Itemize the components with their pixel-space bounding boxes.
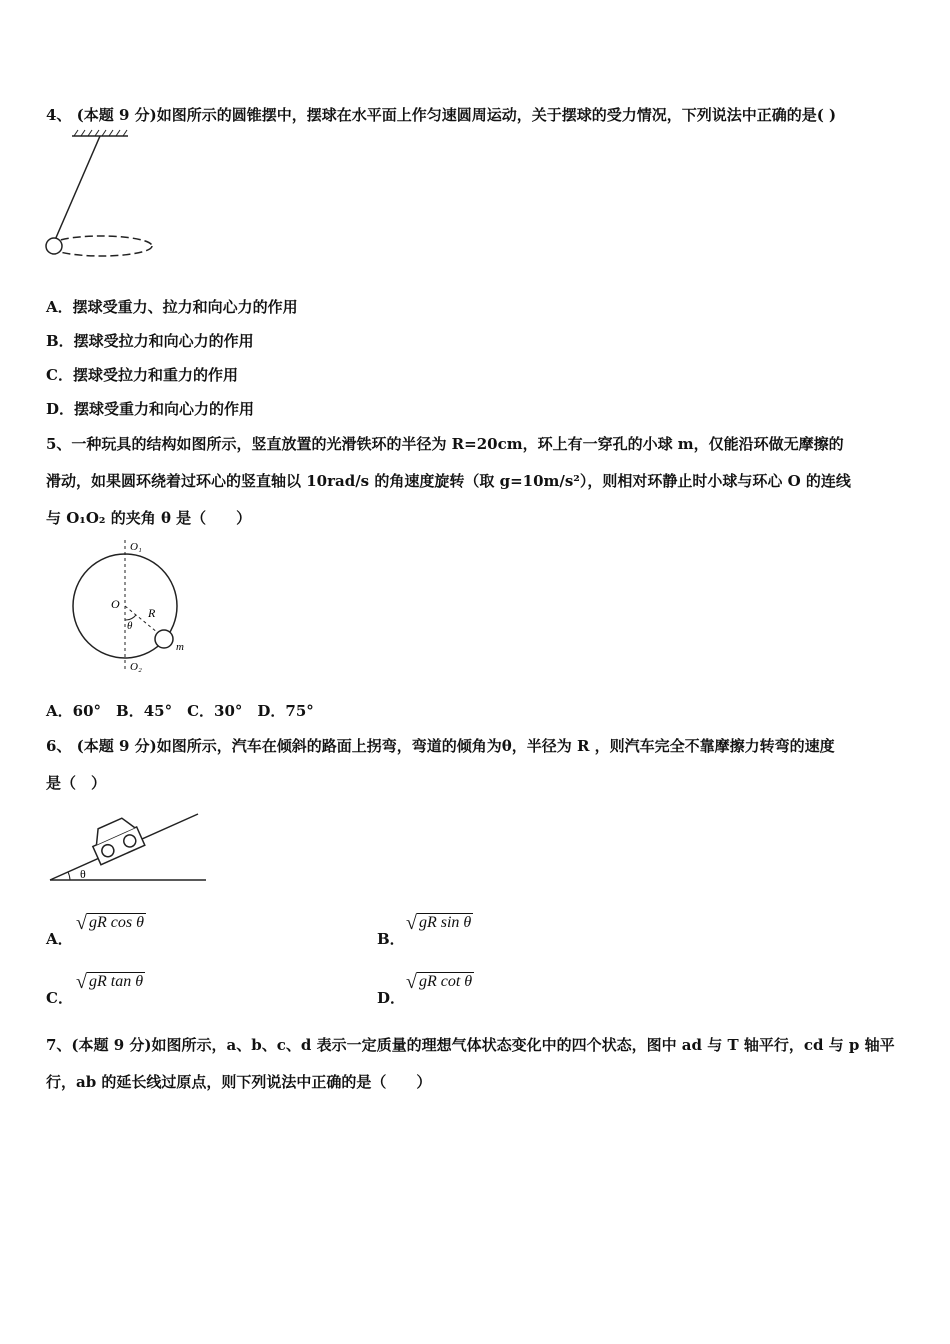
q4-option-b: B．摆球受拉力和向心力的作用 [46, 332, 254, 350]
q6-stem-line1: 6、 (本题 9 分)如图所示，汽车在倾斜的路面上拐弯，弯道的倾角为θ，半径为 R ，则汽车完全不靠摩擦力转弯的速度 [46, 737, 835, 755]
q6-option-c-radicand: gR tan θ [88, 973, 144, 990]
q5-stem-line2: 滑动，如果圆环绕着过环心的竖直轴以 10rad/s 的角速度旋转（取 g=10m/s²），则相对环静止时小球与环心 O 的连线 [46, 472, 851, 490]
q4-option-d: D．摆球受重力和向心力的作用 [46, 400, 255, 418]
q6-option-b-expr: √ gR sin θ [406, 912, 472, 934]
q6-stem-line2: 是（ ） [46, 774, 107, 792]
q6-option-d-expr: √ gR cot θ [406, 971, 473, 993]
q4-option-c: C．摆球受拉力和重力的作用 [46, 366, 238, 384]
label-m: m [176, 641, 184, 653]
label-theta: θ [127, 620, 133, 632]
q4-stem: 4、 (本题 9 分)如图所示的圆锥摆中，摆球在水平面上作匀速圆周运动，关于摆球的受力情况，下列说法中正确的是( ) [46, 106, 837, 124]
banked-road-figure [46, 800, 211, 888]
q6-option-b-radicand: gR sin θ [418, 914, 472, 931]
q6-option-b-label: B． [377, 930, 405, 948]
rotating-ring-figure [60, 536, 200, 676]
q6-option-a-label: A． [46, 930, 73, 948]
label-theta-incline: θ [80, 867, 86, 881]
q5-stem-line1: 5、一种玩具的结构如图所示，竖直放置的光滑铁环的半径为 R=20cm，环上有一穿孔的小球 m，仅能沿环做无摩擦的 [46, 435, 844, 453]
q7-stem-line2: 行，ab 的延长线过原点，则下列说法中正确的是（ ） [46, 1073, 432, 1091]
q6-option-d-radicand: gR cot θ [418, 973, 473, 990]
conical-pendulum-figure [44, 128, 159, 263]
q6-option-c-expr: √ gR tan θ [76, 971, 144, 993]
q4-option-a: A．摆球受重力、拉力和向心力的作用 [46, 298, 298, 316]
label-o1: O₁ [130, 541, 142, 553]
label-o2: O₂ [130, 661, 142, 673]
q6-option-a-radicand: gR cos θ [88, 914, 144, 931]
q6-option-c-label: C． [46, 989, 73, 1007]
label-r: R [148, 606, 156, 620]
label-o: O [111, 597, 120, 611]
q5-options: A．60° B．45° C．30° D．75° [46, 702, 314, 720]
q6-option-d-label: D． [377, 989, 406, 1007]
q7-stem-line1: 7、(本题 9 分)如图所示，a、b、c、d 表示一定质量的理想气体状态变化中的四个状态，图中 ad 与 T 轴平行，cd 与 p 轴平 [46, 1036, 895, 1054]
q6-option-a-expr: √ gR cos θ [76, 912, 144, 934]
q5-stem-line3: 与 O₁O₂ 的夹角 θ 是（ ） [46, 509, 252, 527]
